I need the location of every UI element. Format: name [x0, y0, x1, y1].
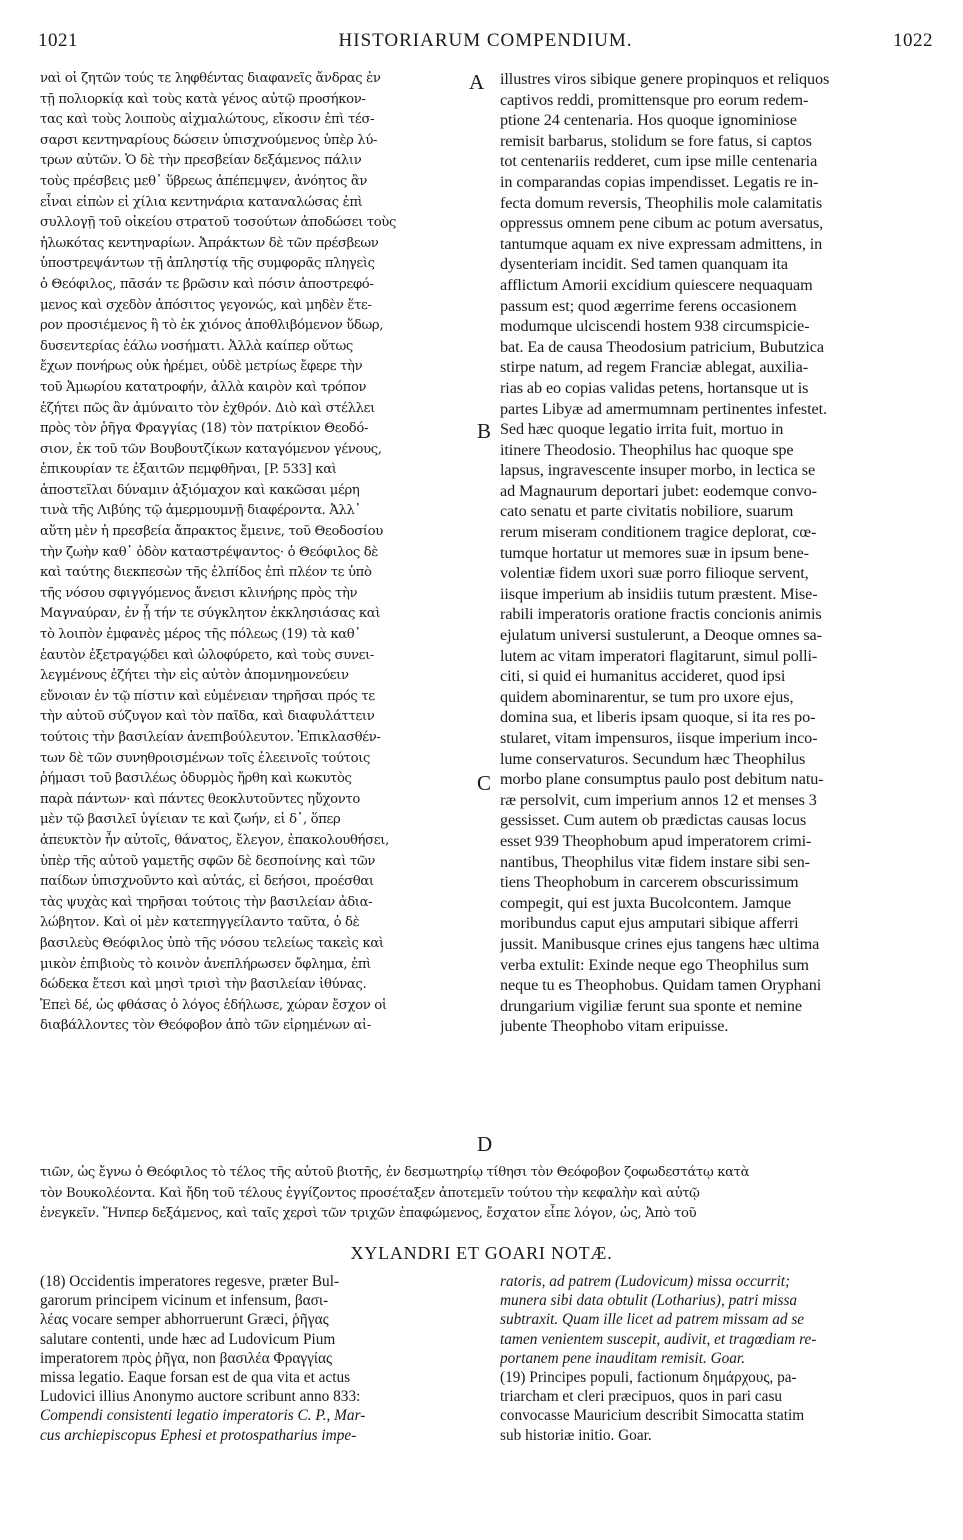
latin-text-line: moribundus caput ejus amputari sibique afferri — [500, 914, 799, 933]
latin-text-line: cato senatu et parte civitatis nobiliore, suarum — [500, 502, 794, 521]
greek-text-line: τὴν αὐτοῦ σύζυγον καὶ τὸν παῖδα, καὶ διαφυλάττειν — [40, 709, 375, 725]
latin-text-line: rabili imperatoris oratione fractis concionis animis — [500, 605, 822, 624]
greek-text-line: πρὸς τὸν ῥῆγα Φραγγίας (18) τὸν πατρίκιον Θεοδό- — [40, 421, 369, 437]
greek-text-line: ὁ Θεόφιλος, πᾶσάν τε βρῶσιν καὶ πόσιν ἀποστρεφό- — [40, 276, 374, 292]
latin-text-line: citi, si quid ei humanitus accideret, quod ipsi — [500, 667, 786, 686]
latin-text-line: partes Libyæ ad amermumnam pertinentes infestet. — [500, 399, 827, 418]
latin-text-line: nantibus, Theophilus vitæ fidem instare sibi sen- — [500, 852, 810, 871]
greek-text-line: ῥήμασι τοῦ βασιλέως ὀδυρμὸς ἤρθη καὶ κωκυτὸς — [40, 771, 352, 787]
note-line: munera sibi data obtulit (Lotharius), patri missa — [500, 1292, 798, 1310]
latin-text-line: rias ab eo copias validas petens, hortansque ut is — [500, 378, 809, 397]
latin-text-line: volentiæ fidem uxori suæ porro filioque servent, — [500, 564, 809, 583]
greek-text-line: ἐπικουρίαν τε ἐξαιτῶν πεμφθῆναι, [P. 533] καὶ — [40, 462, 337, 478]
latin-text-line: Sed hæc quoque legatio irrita fuit, mortuo in — [500, 420, 784, 439]
greek-text-line: ἑαυτὸν ἐξετραγῴδει καὶ ὠλοφύρετο, καὶ τοὺς συνει- — [40, 647, 375, 663]
greek-text-line: βασιλεὺς Θεόφιλος ὑπὸ τῆς νόσου τελείως τακεὶς καὶ — [40, 935, 384, 951]
running-title: HISTORIARUM COMPENDIUM. — [338, 30, 633, 51]
greek-text-line: εἶναι εἰπὼν εἰ χίλια κεντηνάρια καταναλώσας ἐπὶ — [40, 194, 363, 210]
note-line: Ludovici illius Anonymo auctore scribunt anno 833: — [40, 1388, 361, 1406]
latin-text-line: stularet, vitam impensuros, iisque imperium inco- — [500, 729, 818, 747]
greek-text-line: μενος καὶ σχεδὸν ἀπόσιτος γεγονώς, καὶ μηδὲν ἕτε- — [40, 297, 372, 313]
note-line: ratoris, ad patrem (Ludovicum) missa occurrit; — [500, 1273, 791, 1290]
page-number-left: 1021 — [38, 30, 78, 51]
greek-text-line: τινὰ τῆς Λιβύης τῷ ἀμερμουμνῇ διαφέροντα. Ἀλλ᾽ — [40, 503, 361, 519]
note-line: λέας vocare semper abhorruerunt Græci, ῥῆγας — [40, 1311, 329, 1329]
latin-text-line: drungarium vigiliæ ferunt sua sponte et nemine — [500, 996, 802, 1015]
greek-text-line: τοῦ Ἀμωρίου κατατροφήν, ἀλλὰ καιρὸν καὶ τρόπον — [40, 379, 367, 395]
greek-text-line: ἔχων πονήρως οὐκ ἠρέμει, οὐδὲ μετρίως ἔφερε τὴν — [40, 359, 363, 375]
greek-text-line: ὑποστρεψάντων τῇ ἀπληστίᾳ τῆς συμφορᾶς πληγεὶς — [40, 256, 375, 272]
latin-text-line: illustres viros sibique genere propinquos et reliquos — [500, 70, 830, 88]
greek-text-line: τῇ πολιορκίᾳ καὶ τοὺς κατὰ γένος αὐτῷ προσήκον- — [40, 91, 366, 107]
greek-full-width-line: ἐνεγκεῖν. Ἥνπερ δεξάμενος, καὶ ταῖς χερσὶ τῶν τριχῶν ἐπαφώμενος, ἔσχατον εἶπε λόγον, ὡς, Ἀπὸ τοῦ — [40, 1206, 697, 1222]
greek-text-line: ἀπευκτὸν ἦν αὐτοῖς, θάνατος, ἔλεγον, ἐπακολουθήσει, — [40, 832, 389, 848]
greek-text-line: τῆς νόσου σφιγγόμενος ἄνεισι κλινήρης πρὸς τὴν — [40, 585, 358, 601]
greek-text-line: εὔνοιαν ἐν τῷ πίστιν καὶ εὐμένειαν τηρῆσαι πρός τε — [40, 688, 375, 704]
greek-text-line: αὕτη μὲν ἡ πρεσβεία ἄπρακτος ἔμεινε, τοῦ Θεοδοσίου — [40, 524, 383, 540]
latin-text-line: verba extulit: Exinde neque ego Theophilus sum — [500, 955, 809, 974]
greek-text-line: παίδων ὑπισχνοῦντο καὶ αὐτάς, εἰ δεήσοι, προέσθαι — [40, 874, 374, 890]
latin-text-line: tot centenariis redderet, cum ipse mille centenaria — [500, 152, 818, 171]
latin-text-line: ræ persolvit, cum imperium annos 12 et menses 3 — [500, 790, 817, 809]
greek-text-line: ναὶ οἱ ζητῶν τούς τε ληφθέντας διαφανεῖς ἄνδρας ἐν — [40, 71, 381, 86]
greek-text-line: Μαγναύραν, ἐν ᾗ τήν τε σύγκλητον ἐκκλησιάσας καὶ — [40, 606, 381, 622]
notes-left-column — [40, 1272, 472, 1445]
greek-continuation-full-width — [40, 1163, 935, 1225]
margin-letter-a: A — [469, 70, 485, 94]
greek-text-line: παρὰ πάντων· καὶ πάντες θεοκλυτοῦντες ηὔχοντο — [40, 791, 360, 807]
greek-text-line: διαβάλλοντες τὸν Θεόφοβον ἀπὸ τῶν εἰρημένων αἰ- — [40, 1018, 371, 1034]
page-header — [38, 30, 933, 60]
note-line: tamen venientem suscepit, audivit, et tragœdiam re- — [500, 1330, 817, 1348]
latin-text-line: jussit. Manibusque crines ejus tangens hæc ultima — [500, 934, 820, 953]
note-line: missa legatio. Eaque forsan est de qua vita et actus — [40, 1368, 351, 1386]
greek-text-line: ἀποστεῖλαι δύναμιν ἀξιόμαχον καὶ κακῶσαι μέρη — [40, 482, 360, 498]
note-line: cus archiepiscopus Ephesi et protospatharius impe- — [40, 1426, 357, 1444]
greek-text-line: ρον προσιέμενος ἢ τὸ ἐκ χιόνος ἀποθλιβόμενον ὕδωρ, — [40, 318, 384, 334]
greek-text-line: τὰς ψυχὰς καὶ τηρῆσαι τούτοις τὴν βασιλείαν ἀδια- — [40, 894, 373, 910]
note-line: convocasse Mauricium describit Simocatta statim — [500, 1407, 805, 1425]
greek-full-width-line: τιῶν, ὡς ἔγνω ὁ Θεόφιλος τὸ τέλος τῆς αὐτοῦ βιοτῆς, ἐν δεσμωτηρίῳ τίθησι τὸν Θεόφοβον ζοφωδεστάτῳ κατὰ — [40, 1165, 750, 1180]
greek-text-line: ὑπὲρ τῆς αὐτοῦ γαμετῆς σφῶν δὲ δεσποίνης καὶ τῶν — [40, 853, 376, 869]
latin-text-line: bat. Ea de causa Theodosium patricium, Bubutzica — [500, 337, 824, 356]
margin-letter-b: B — [477, 419, 492, 443]
latin-text-line: afflictum Amorii excidium quiescere nequaquam — [500, 275, 813, 294]
latin-translation-column — [500, 69, 932, 1114]
greek-text-column — [40, 69, 495, 1114]
greek-text-line: τοὺς πρέσβεις μεθ᾽ ὕβρεως ἀπέπεμψεν, ἀνόητος ἂν — [40, 173, 368, 189]
greek-text-line: λεγμένους ἐζήτει τὴν εἰς αὐτὸν ἀπομνημονεύειν — [40, 668, 349, 684]
margin-letter-c: C — [477, 771, 492, 795]
latin-text-line: lutem ac vitam imperatori flagitarunt, simul polli- — [500, 646, 818, 665]
latin-text-line: esset 939 Theophobum apud imperatorem crimi- — [500, 831, 812, 850]
latin-text-line: iisque imperium ab insidiis tutum præstent. Mise- — [500, 584, 818, 603]
latin-text-line: quidem abominarentur, se tum pro uxore ejus, — [500, 687, 794, 706]
latin-text-line: tumque hortatur ut memores suæ in ipsum bene- — [500, 543, 809, 562]
note-line: imperatorem πρὸς ῥῆγα, non βασιλέα Φραγγίας — [40, 1349, 333, 1367]
greek-text-line: δώδεκα ἔτεσι καὶ μησὶ τρισὶ τὴν βασιλείαν ἰθύνας. — [40, 977, 367, 993]
note-line: sub historiæ initio. Goar. — [500, 1426, 652, 1444]
latin-text-line: stirpe natum, ad regem Franciæ ablegat, auxilia- — [500, 358, 809, 377]
greek-text-line: δυσεντερίας ἑάλω νοσήματι. Ἀλλὰ καίπερ οὕτως — [40, 338, 353, 354]
margin-letter-d: D — [477, 1132, 493, 1156]
greek-text-line: ἐζήτει πῶς ἂν ἀμύναιτο τὸν ἐχθρόν. Διὸ καὶ στέλλει — [40, 400, 375, 416]
latin-text-line: fecta domum reversis, Theophilis mole calamitatis — [500, 193, 823, 212]
notes-heading: XYLANDRI ET GOARI NOTÆ. — [350, 1243, 613, 1263]
greek-text-line: τούτοις τὴν βασιλείαν ἀνεπιβούλευτον. Ἐπικλασθέν- — [40, 730, 381, 745]
greek-text-line: καὶ ταύτης διεκπεσὼν τῆς ἐλπίδος ἐπὶ πλέον τε ὑπὸ — [40, 565, 372, 581]
latin-text-line: domina sua, et liberis ipsam quoque, si ita res po- — [500, 708, 816, 727]
greek-text-line: Ἐπεὶ δέ, ὡς φθάσας ὁ λόγος ἐδήλωσε, χώραν ἔσχον οἱ — [40, 997, 387, 1013]
latin-text-line: itinere Theodosio. Theophilus hac quoque spe — [500, 440, 794, 459]
greek-text-line: των δὲ τῶν συνηθροισμένων τοῖς ἐλεεινοῖς τούτοις — [40, 750, 371, 766]
note-line: salutare contenti, unde hæc ad Ludovicum Pium — [40, 1330, 336, 1348]
greek-text-line: μὲν τῷ βασιλεῖ ὑγίειαν τε καὶ ζωήν, εἰ δ᾽, ὅπερ — [40, 812, 341, 828]
latin-text-line: dysenteriam incidit. Sed tamen quanquam ita — [500, 255, 788, 274]
note-line: garorum principem vicinum et infensum, βασι- — [40, 1292, 329, 1310]
latin-text-line: modumque ulciscendi hostem 938 circumspicie- — [500, 317, 810, 336]
greek-text-line: τὴν ζωὴν καθ᾽ ὁδὸν καταστρέψαντος· ὁ Θεόφιλος δὲ — [40, 544, 379, 560]
page-number-right: 1022 — [893, 30, 933, 51]
greek-text-line: τας καὶ τοὺς λοιποὺς αἰχμαλώτους, εἴκοσιν ἐπὶ τέσ- — [40, 112, 375, 128]
note-line: triarcham et cleri præcipuos, quos in pari casu — [500, 1388, 783, 1406]
latin-text-line: oppressus omnem pene cibum ac potum aversatus, — [500, 214, 824, 233]
latin-text-line: passum est; quod ægerrime ferens occasionem — [500, 296, 797, 315]
latin-text-line: morbo plane consumptus paulo post debitum natu- — [500, 770, 824, 789]
latin-text-line: compegit, qui est juxta Bucolcontem. Jamque — [500, 893, 792, 912]
latin-text-line: ptione 24 centenaria. Hos quoque ignominiose — [500, 111, 797, 130]
latin-text-line: gessisset. Cum autem ob prædictas causas locus — [500, 811, 807, 830]
latin-text-line: tiens Theophobum in carcerem obscurissimum — [500, 873, 799, 892]
latin-text-line: in comparandas copias impendisset. Legatis re in- — [500, 172, 819, 191]
greek-text-line: τρων αὐτῶν. Ὁ δὲ τὴν πρεσβείαν δεξάμενος πάλιν — [40, 153, 362, 169]
greek-text-line: συλλογῇ τοῦ οἰκείου στρατοῦ τοσούτων ἀποδώσει τοὺς — [40, 215, 396, 231]
note-line: Compendi consistenti legatio imperatoris C. P., Mar- — [40, 1407, 366, 1425]
note-line: subtraxit. Quam ille licet ad patrem missam ad se — [500, 1311, 805, 1329]
greek-text-line: σαρσι κεντηναρίους δώσειν ὑπισχνούμενος ὑπὲρ λύ- — [40, 132, 378, 148]
latin-text-line: captivos reddi, promittensque pro eorum redem- — [500, 90, 809, 109]
greek-text-line: λώβητον. Καὶ οἱ μὲν κατεπηγγείλαντο ταῦτα, ὁ δὲ — [40, 915, 360, 931]
latin-text-line: neque tu es Theophobus. Quidam tamen Oryphani — [500, 976, 822, 995]
latin-text-line: tantumque aquam ex nive expressam admittens, in — [500, 234, 823, 253]
note-line: (19) Principes populi, factionum δημάρχους, pa- — [500, 1368, 797, 1386]
latin-text-line: remisit barbarus, stolidum se fore fatus, si captos — [500, 131, 812, 150]
note-line: (18) Occidentis imperatores regesve, præter Bul- — [40, 1273, 340, 1290]
latin-text-line: lume conservaturos. Secundum hæc Theophilus — [500, 749, 806, 768]
notes-right-column — [500, 1272, 932, 1445]
note-line: portanem pene inauditam remisit. Goar. — [500, 1349, 746, 1367]
latin-text-line: jubente Theophobo vitam eripuisse. — [500, 1017, 729, 1036]
latin-text-line: rerum miseram conditionem tragice deplorat, cœ- — [500, 523, 817, 542]
greek-text-line: μικὸν ἐπιβιοὺς τὸ κοινὸν ἀνεπλήρωσεν ὄφλημα, ἐπὶ — [40, 956, 371, 972]
greek-full-width-line: τὸν Βουκολέοντα. Καὶ ἤδη τοῦ τέλους ἐγγίζοντος προσέταξεν ἀποτεμεῖν τούτου τὴν κεφαλὴν καὶ αὐτῷ — [40, 1185, 700, 1201]
greek-text-line: τὸ λοιπὸν ἐμφανὲς μέρος τῆς πόλεως (19) τὰ καθ᾽ — [40, 627, 361, 643]
latin-text-line: ad Magnaurum deportari jubet: eodemque convo- — [500, 481, 817, 500]
greek-text-line: σιον, ἐκ τοῦ τῶν Βουβουτζίκων καταγόμενον γένους, — [40, 441, 382, 457]
latin-text-line: ejulatum universi sustulerunt, a Deoque omnes sa- — [500, 626, 822, 645]
latin-text-line: lapsus, ingravescente insuper morbo, in lectica se — [500, 461, 816, 480]
greek-text-line: ἡλωκότας κεντηναρίων. Ἀπράκτων δὲ τῶν πρέσβεων — [40, 235, 379, 251]
